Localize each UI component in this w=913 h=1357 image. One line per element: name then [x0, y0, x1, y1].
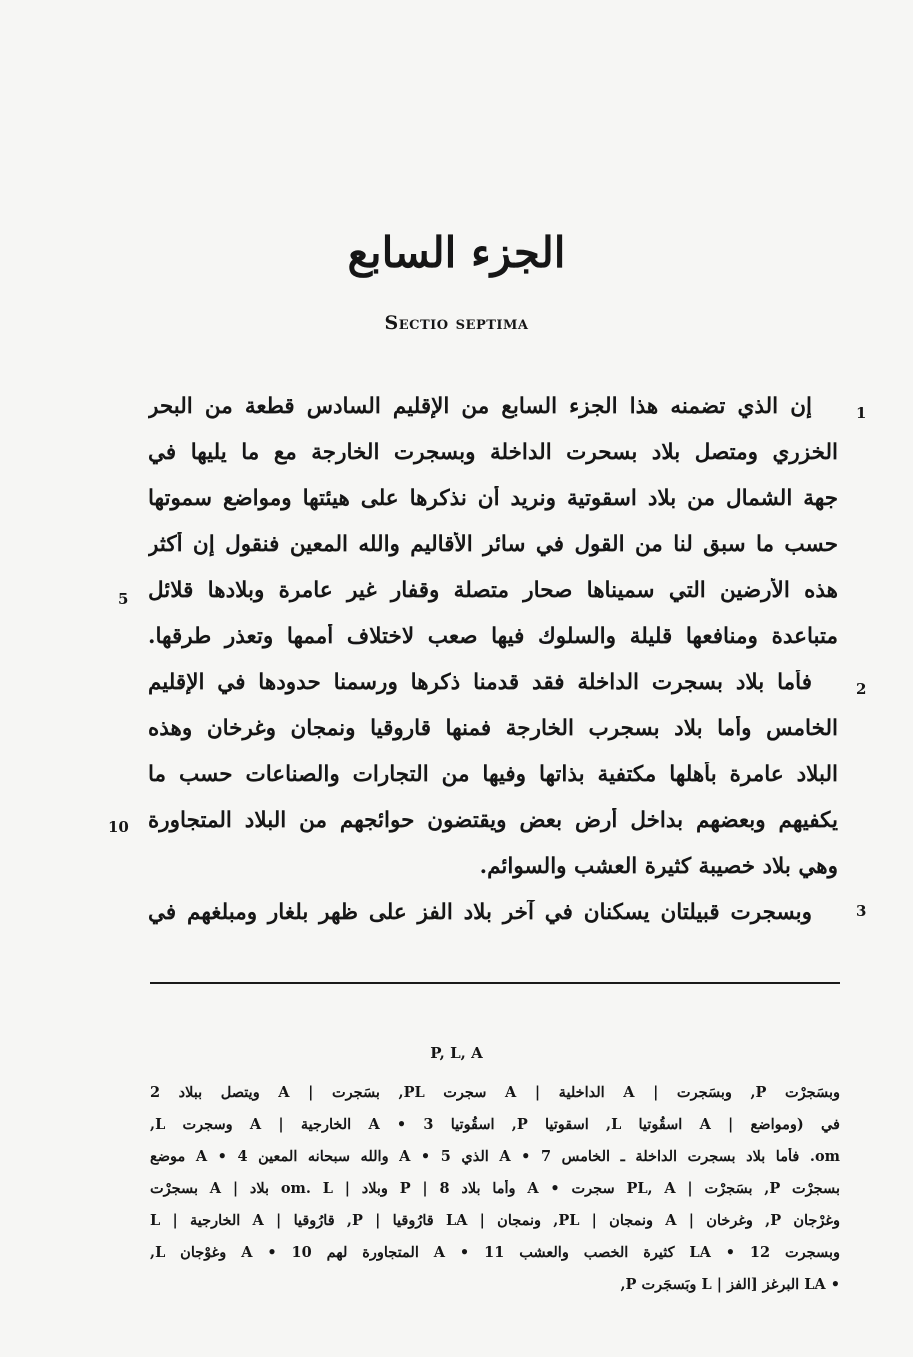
- section-heading-latin: Sectio septima: [384, 312, 529, 334]
- text-line: البلاد عامرة بأهلها مكتفية بذاتها وفيها من التجارات والصناعات حسب ما: [148, 762, 838, 787]
- apparatus-line: وبسَجرْت P, وبسَجرت | A الداخلية | A سجرت PL, بسَجرت | A ويتصل ببلاد 2: [150, 1084, 840, 1101]
- apparatus-sigla: P, L, A: [430, 1044, 483, 1062]
- text-line: يكفيهم وبعضهم بداخل أرض بعض ويقتضون حوائجهم من البلاد المتجاورة: [148, 808, 838, 833]
- section-number-3: 3: [856, 902, 867, 920]
- text-line: الخزري ومتصل بلاد بسحرت الداخلة وبسجرت الخارجة مع ما يليها في: [148, 440, 838, 465]
- footnote-divider: [150, 982, 840, 984]
- apparatus-line: بسجرْت P, بسَجرْت | PL, A سجرت • A وأما بلاد 8 | P وبلاد | om. L بلاد | A بسجرْت: [150, 1180, 840, 1197]
- apparatus-line: om. فأما بلاد بسجرت الداخلة ـ الخامس 7 • A الذي 5 • A والله سبحانه المعين 4 • A موضع: [150, 1148, 840, 1165]
- section-number-2: 2: [856, 680, 867, 698]
- line-number-10: 10: [108, 818, 129, 836]
- text-line: متباعدة ومنافعها قليلة والسلوك فيها صعب لاختلاف أممها وتعذر طرقها.: [148, 624, 838, 649]
- text-line: فأما بلاد بسجرت الداخلة فقد قدمنا ذكرها ورسمنا حدودها في الإقليم: [148, 670, 812, 695]
- apparatus-line: وغرْجان P, وغرخان | A ونمجان | PL, ونمجان | LA قارُوقيا | P, قارُوقيا | A الخارجية | L: [150, 1212, 840, 1229]
- text-line: إن الذي تضمنه هذا الجزء السابع من الإقليم السادس قطعة من البحر: [148, 394, 812, 419]
- text-line: جهة الشمال من بلاد اسقوتية ونريد أن نذكرها على هيئتها ومواضع سموتها: [148, 486, 838, 511]
- text-line: حسب ما سبق لنا من القول في سائر الأقاليم والله المعين فنقول إن أكثر: [148, 532, 838, 557]
- apparatus-line: • LA البرغز [الفز | L وبَسجَرت P,: [620, 1276, 840, 1293]
- apparatus-line: وبسجرت 12 • LA كثيرة الخصب والعشب 11 • A المتجاورة لهم 10 • A وغوْجان L,: [150, 1244, 840, 1261]
- text-line: وبسجرت قبيلتان يسكنان في آخر بلاد الفز على ظهر بلغار ومبلغهم في: [148, 900, 812, 925]
- section-number-1: 1: [856, 404, 867, 422]
- apparatus-line: في (ومواضع | A اسقُوتيا L, اسقوتيا P, اسقُوتيا 3 • A الخارجية | A وسجرت L,: [150, 1116, 840, 1133]
- text-line: الخامس وأما بلاد بسجرب الخارجة فمنها قاروقيا ونمجان وغرخان وهذه: [148, 716, 838, 741]
- section-heading-arabic: الجزء السابع: [347, 228, 566, 277]
- text-line: وهي بلاد خصيبة كثيرة العشب والسوائم.: [479, 854, 838, 879]
- text-line: هذه الأرضين التي سميناها صحار متصلة وقفار غير عامرة وبلادها قلائل: [148, 578, 838, 603]
- line-number-5: 5: [118, 590, 129, 608]
